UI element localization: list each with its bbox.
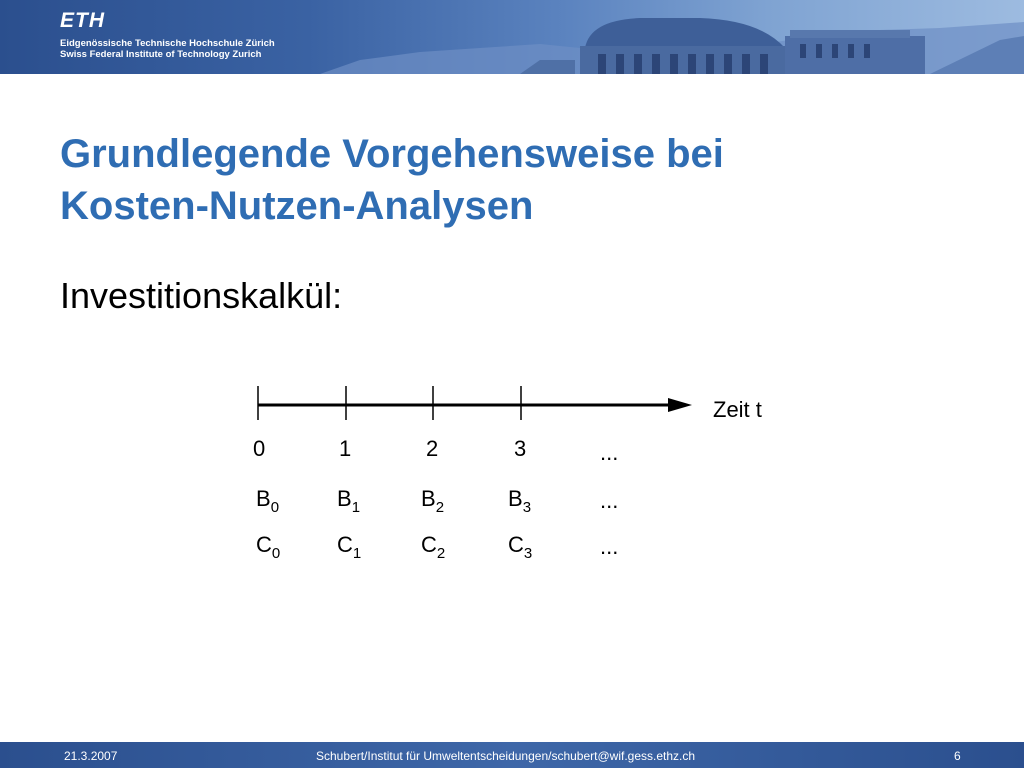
page-number: 6 xyxy=(954,749,961,763)
eth-logo: ETH xyxy=(60,9,105,32)
slide-title-line2: Kosten-Nutzen-Analysen xyxy=(60,184,534,228)
benefit-cell: $B_3$ xyxy=(508,486,532,516)
cost-cell: $C_0$ xyxy=(256,532,281,562)
cost-cell: $C_3$ xyxy=(508,532,533,562)
period-label: ... xyxy=(600,440,619,465)
timeline-axis-label: Zeit t xyxy=(713,397,762,422)
benefit-cell: $B_1$ xyxy=(337,486,361,516)
period-label: 2 xyxy=(426,436,439,461)
period-label: 0 xyxy=(253,436,266,461)
timeline-arrowhead xyxy=(668,398,692,412)
period-label: 1 xyxy=(339,436,352,461)
slide-title-line1: Grundlegende Vorgehensweise bei xyxy=(60,132,724,176)
period-label: 3 xyxy=(514,436,527,461)
cost-cell: $C_2$ xyxy=(421,532,446,562)
footer-date: 21.3.2007 xyxy=(64,749,118,763)
benefit-cell: $B_2$ xyxy=(421,486,445,516)
cost-cell: ... xyxy=(600,534,619,559)
footer-author-info: Schubert/Institut für Umweltentscheidungen/schubert@wif.gess.ethz.ch xyxy=(316,749,696,763)
header-banner xyxy=(0,0,1024,74)
institution-name-de: Eidgenössische Technische Hochschule Zürich xyxy=(60,38,275,49)
eth-building-image xyxy=(0,0,1024,74)
slide-subtitle: Investitionskalkül: xyxy=(60,275,343,316)
benefit-cell: ... xyxy=(600,488,619,513)
benefit-cell: $B_0$ xyxy=(256,486,280,516)
footer-bar xyxy=(0,742,1024,768)
cost-cell: $C_1$ xyxy=(337,532,362,562)
institution-name-en: Swiss Federal Institute of Technology Zurich xyxy=(60,49,262,60)
slide-title xyxy=(60,128,960,232)
timeline-axis xyxy=(240,375,700,435)
